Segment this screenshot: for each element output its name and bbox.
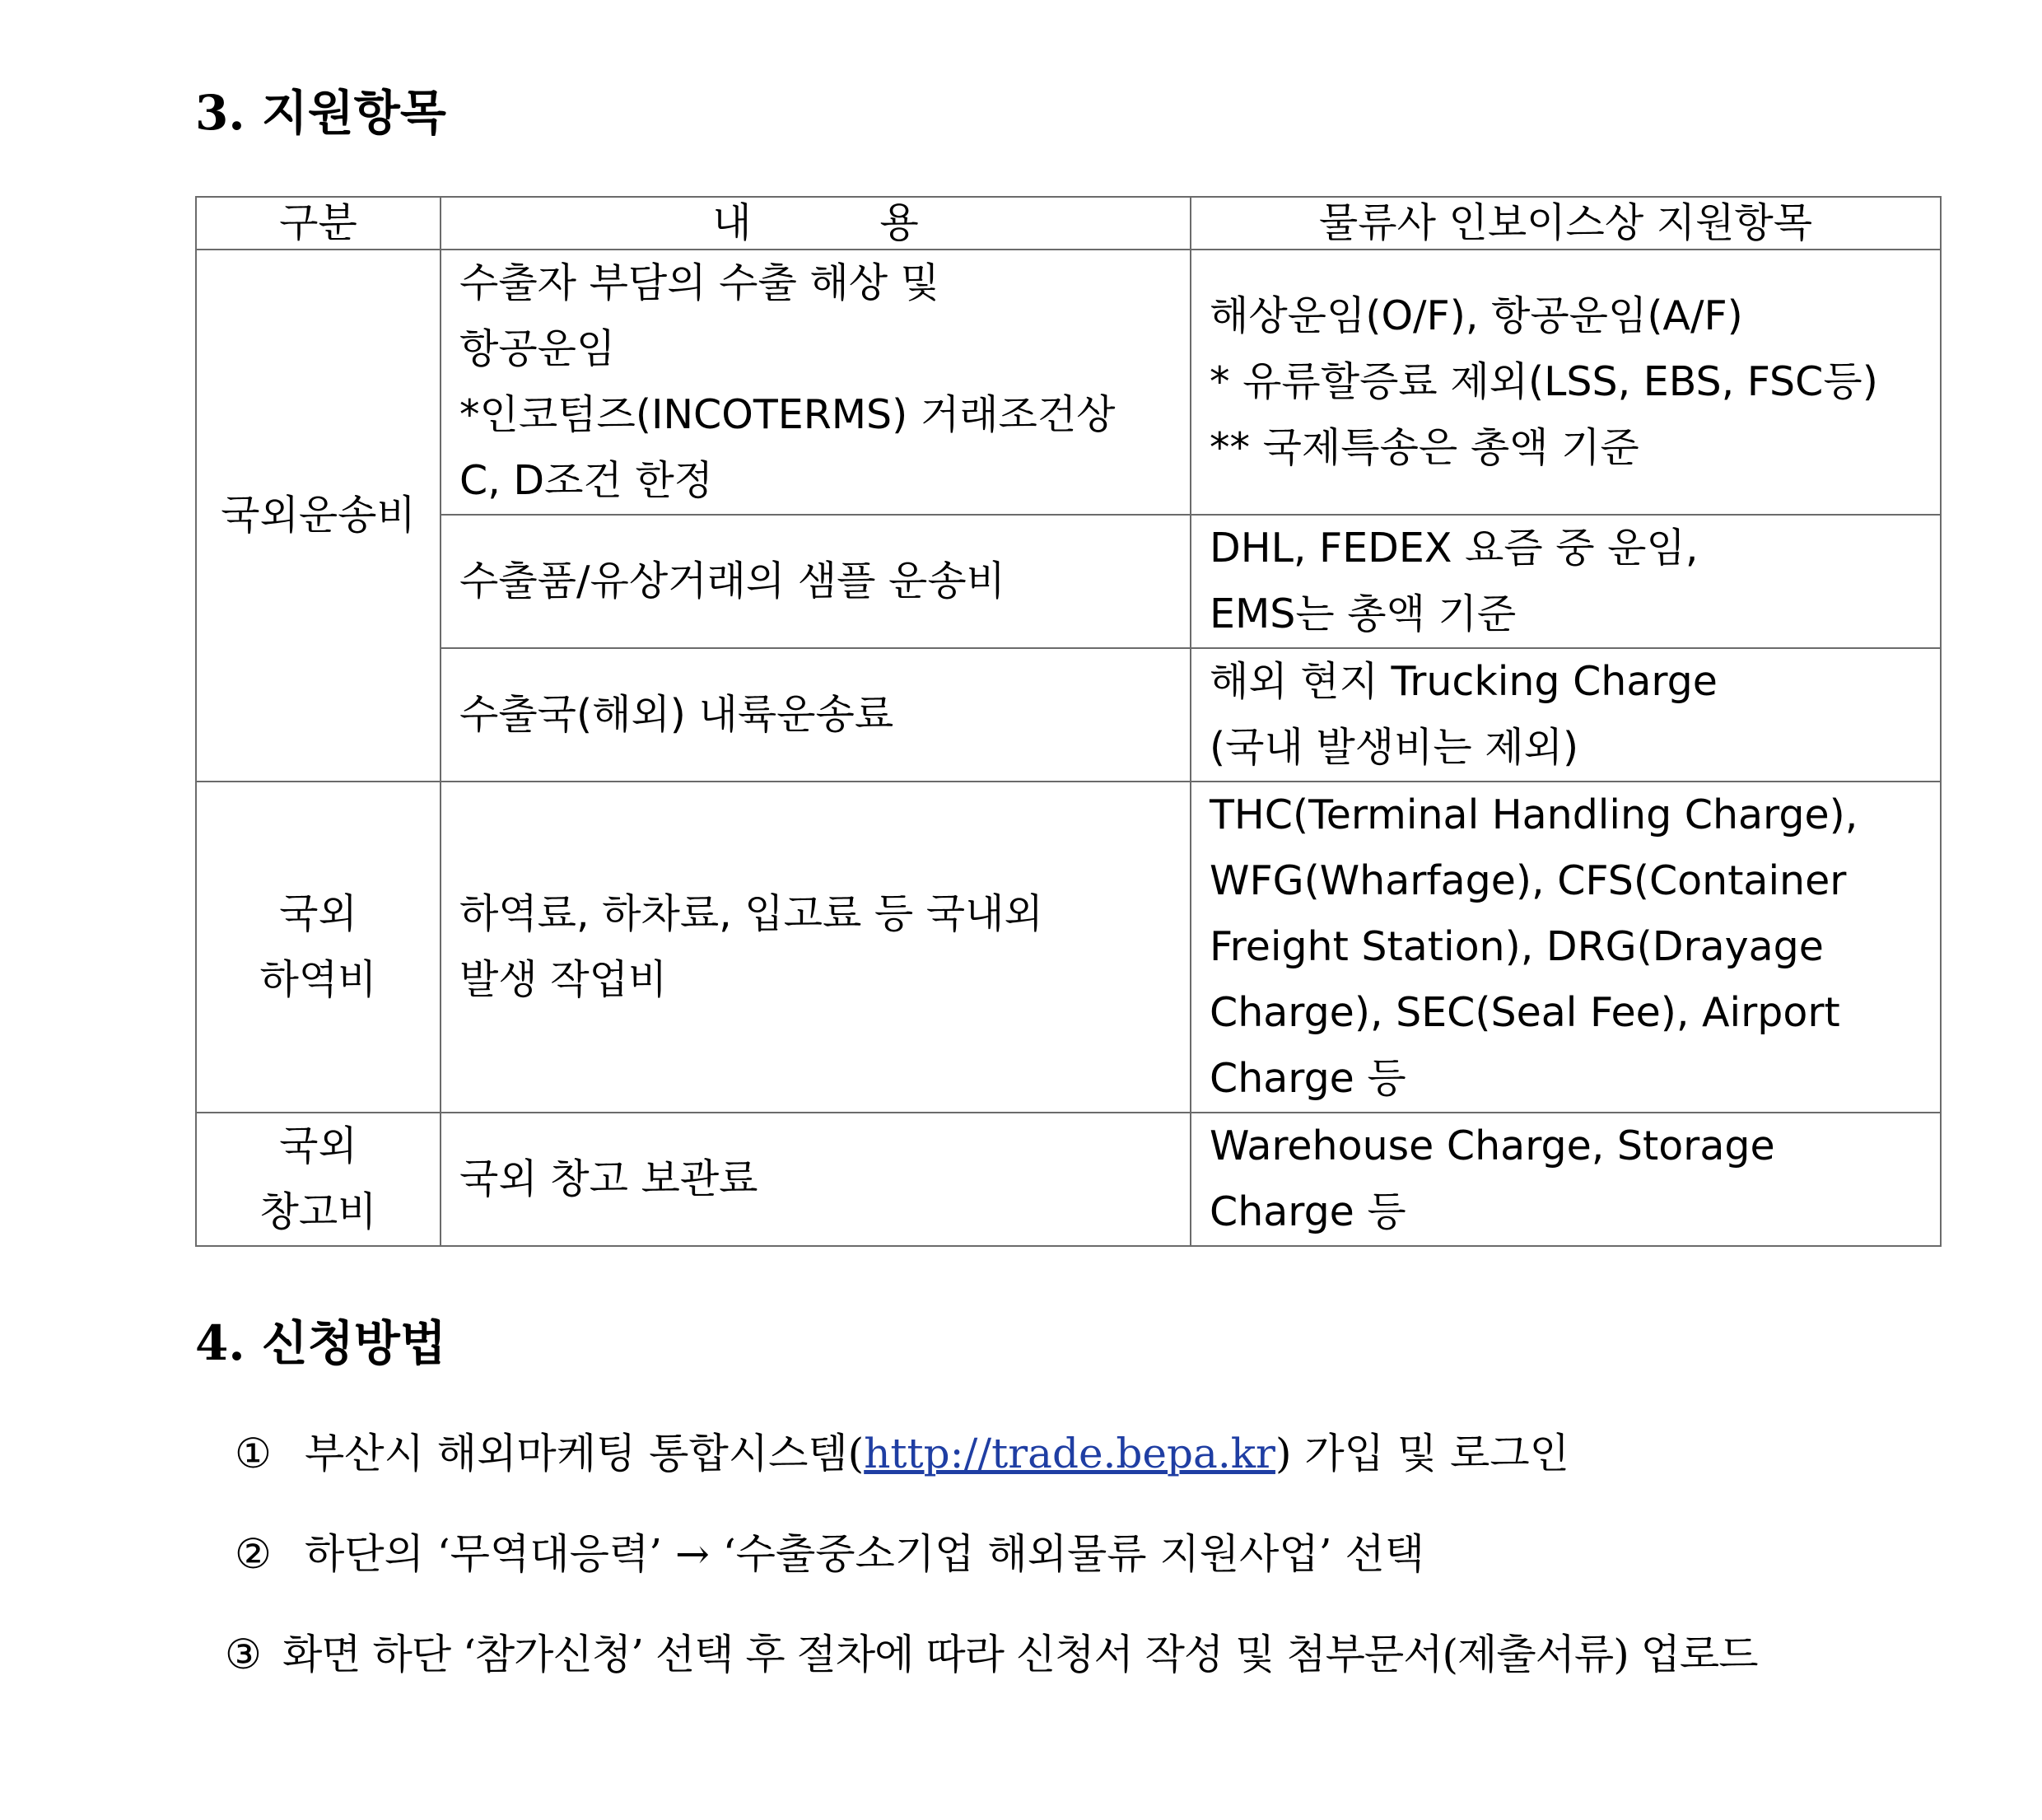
category-text: 창고비 [259, 1188, 377, 1235]
category-text: 하역비 [259, 956, 377, 1003]
section-3-title: 3. 지원항목 [195, 85, 446, 141]
items-line: DHL, FEDEX 요즘 중 운임, [1210, 525, 1699, 572]
step-item [235, 1521, 1758, 1622]
items-line: WFG(Wharfage), CFS(Container [1210, 857, 1847, 904]
content-cell [441, 1113, 1191, 1246]
step-number: ② [235, 1530, 272, 1578]
trade-system-link[interactable]: http://trade.bepa.kr [864, 1430, 1275, 1477]
category-text: 국외운송비 [221, 492, 416, 539]
items-line: ** 국제특송은 총액 기준 [1210, 424, 1639, 471]
header-content: 내 용 [441, 197, 1191, 250]
content-cell [441, 782, 1191, 1113]
content-line: C, D조건 한정 [459, 457, 714, 504]
step-text: 화면 하단 ‘참가신청’ 선택 후 절차에 따라 신청서 작성 및 첨부문서(제출서류) 업로드 [282, 1631, 1758, 1678]
items-line: Warehouse Charge, Storage [1210, 1122, 1775, 1169]
content-line: 발생 작업비 [459, 956, 668, 1003]
category-cell-overseas-transport [196, 250, 441, 782]
content-cell [441, 648, 1191, 782]
items-line: * 유류할증료 제외(LSS, EBS, FSC등) [1210, 358, 1878, 405]
content-cell [441, 515, 1191, 648]
table-header-row [196, 197, 1941, 250]
items-cell [1191, 250, 1941, 515]
category-cell-overseas-warehouse [196, 1113, 441, 1246]
items-line: Charge 등 [1210, 1055, 1406, 1102]
content-line: 수출품/유상거래의 샘플 운송비 [459, 558, 1006, 604]
step-text: 부산시 해외마케팅 통합시스템( [305, 1430, 865, 1477]
step-text: 하단의 ‘무역대응력’ → ‘수출중소기업 해외물류 지원사업’ 선택 [305, 1530, 1425, 1578]
items-line: Freight Station), DRG(Drayage [1210, 923, 1824, 970]
table-row [196, 515, 1941, 648]
items-line: EMS는 총액 기준 [1210, 590, 1517, 637]
content-cell [441, 250, 1191, 515]
items-line: Charge 등 [1210, 1188, 1406, 1235]
items-line: 해상운임(O/F), 항공운임(A/F) [1210, 292, 1743, 339]
table-row [196, 782, 1941, 1113]
step-item [235, 1421, 1758, 1521]
items-line: THC(Terminal Handling Charge), [1210, 791, 1858, 838]
category-text: 국외 [279, 1122, 357, 1169]
table-row [196, 648, 1941, 782]
content-line: 수출국(해외) 내륙운송료 [459, 691, 894, 738]
items-line: Charge), SEC(Seal Fee), Airport [1210, 989, 1840, 1036]
items-line: (국내 발생비는 제외) [1210, 724, 1579, 771]
content-line: *인코텀즈(INCOTERMS) 거래조건상 [459, 391, 1116, 438]
category-cell-overseas-handling [196, 782, 441, 1113]
step-text-after: ) 가입 및 로그인 [1275, 1430, 1569, 1477]
support-items-table [195, 196, 1942, 1247]
content-line: 항공운임 [459, 325, 616, 372]
header-invoice-items: 물류사 인보이스상 지원항목 [1191, 197, 1941, 250]
section-4-title: 4. 신청방법 [195, 1315, 446, 1371]
items-cell [1191, 782, 1941, 1113]
step-number: ① [235, 1430, 272, 1477]
content-line: 하역료, 하차료, 입고료 등 국내외 [459, 890, 1043, 937]
items-cell [1191, 1113, 1941, 1246]
items-cell [1191, 648, 1941, 782]
application-steps-list [225, 1421, 1758, 1722]
header-category: 구분 [196, 197, 441, 250]
items-line: 해외 현지 Trucking Charge [1210, 658, 1718, 705]
items-cell [1191, 515, 1941, 648]
step-item [225, 1622, 1758, 1722]
category-text: 국외 [279, 890, 357, 937]
table-row [196, 1113, 1941, 1246]
step-number: ③ [225, 1631, 262, 1678]
content-line: 국외 창고 보관료 [459, 1155, 758, 1202]
table-row [196, 250, 1941, 515]
content-line: 수출자 부담의 수출 해상 및 [459, 259, 939, 306]
